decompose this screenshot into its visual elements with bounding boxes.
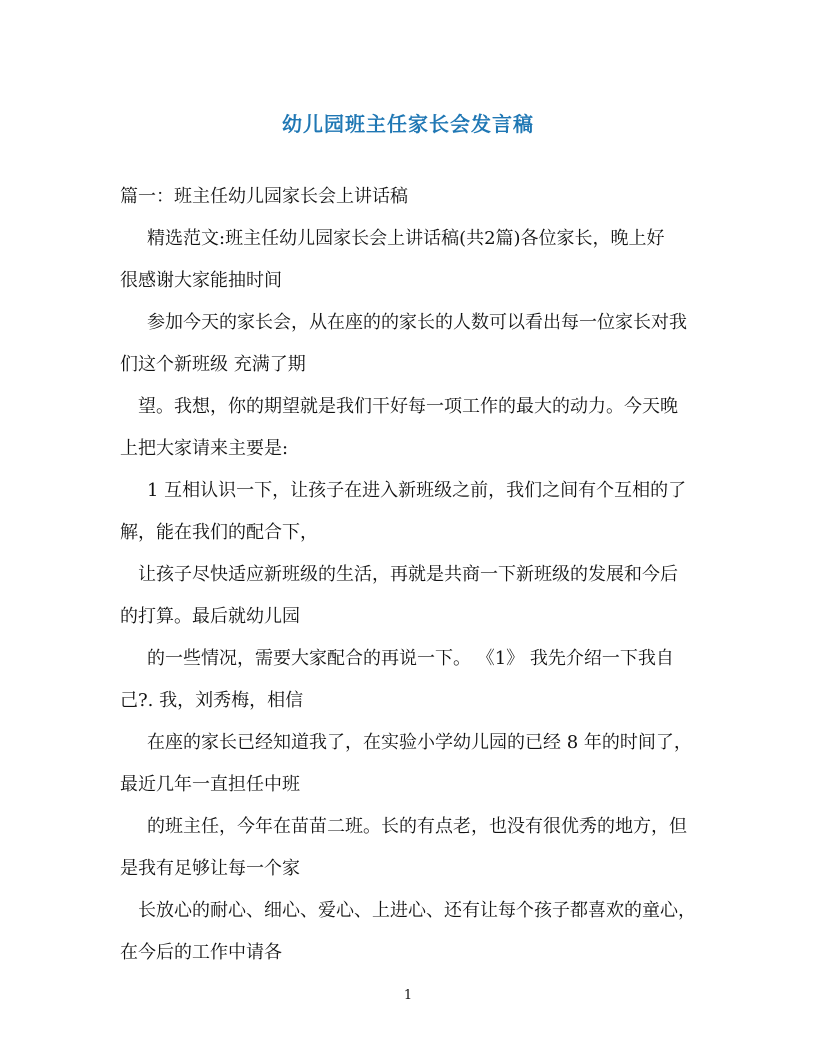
text-line: 己?. 我，刘秀梅，相信 bbox=[120, 690, 304, 711]
text-line: 最近几年一直担任中班 bbox=[120, 774, 300, 795]
page-number: 1 bbox=[403, 988, 413, 1003]
text-line: 在今后的工作中请各 bbox=[120, 942, 282, 963]
text-line: 望。我想，你的期望就是我们干好每一项工作的最大的动力。今天晚 bbox=[138, 396, 678, 417]
document-body bbox=[120, 176, 710, 974]
text-line: 的一些情况，需要大家配合的再说一下。 《1》 我先介绍一下我自 bbox=[147, 648, 674, 669]
text-line: 的打算。最后就幼儿园 bbox=[120, 606, 300, 627]
text-line: 很感谢大家能抽时间 bbox=[120, 270, 282, 291]
text-line: 参加今天的家长会，从在座的的家长的人数可以看出每一位家长对我 bbox=[147, 312, 687, 333]
text-line: 精选范文:班主任幼儿园家长会上讲话稿(共2篇)各位家长，晚上好 bbox=[147, 228, 665, 249]
text-line: 让孩子尽快适应新班级的生活，再就是共商一下新班级的发展和今后 bbox=[138, 564, 678, 585]
text-line: 在座的家长已经知道我了，在实验小学幼儿园的已经 8 年的时间了， bbox=[147, 732, 692, 753]
text-line: 1 互相认识一下，让孩子在进入新班级之前，我们之间有个互相的了 bbox=[147, 480, 687, 501]
section-heading: 篇一：班主任幼儿园家长会上讲话稿 bbox=[120, 186, 408, 207]
document-title: 幼儿园班主任家长会发言稿 bbox=[282, 112, 534, 136]
text-line: 的班主任，今年在苗苗二班。长的有点老，也没有很优秀的地方，但 bbox=[147, 816, 687, 837]
text-line: 上把大家请来主要是: bbox=[120, 438, 289, 459]
text-line: 解，能在我们的配合下， bbox=[120, 522, 318, 543]
text-line: 长放心的耐心、细心、爱心、上进心、还有让每个孩子都喜欢的童心， bbox=[138, 900, 696, 921]
text-line: 们这个新班级 充满了期 bbox=[120, 354, 306, 375]
text-line: 是我有足够让每一个家 bbox=[120, 858, 300, 879]
